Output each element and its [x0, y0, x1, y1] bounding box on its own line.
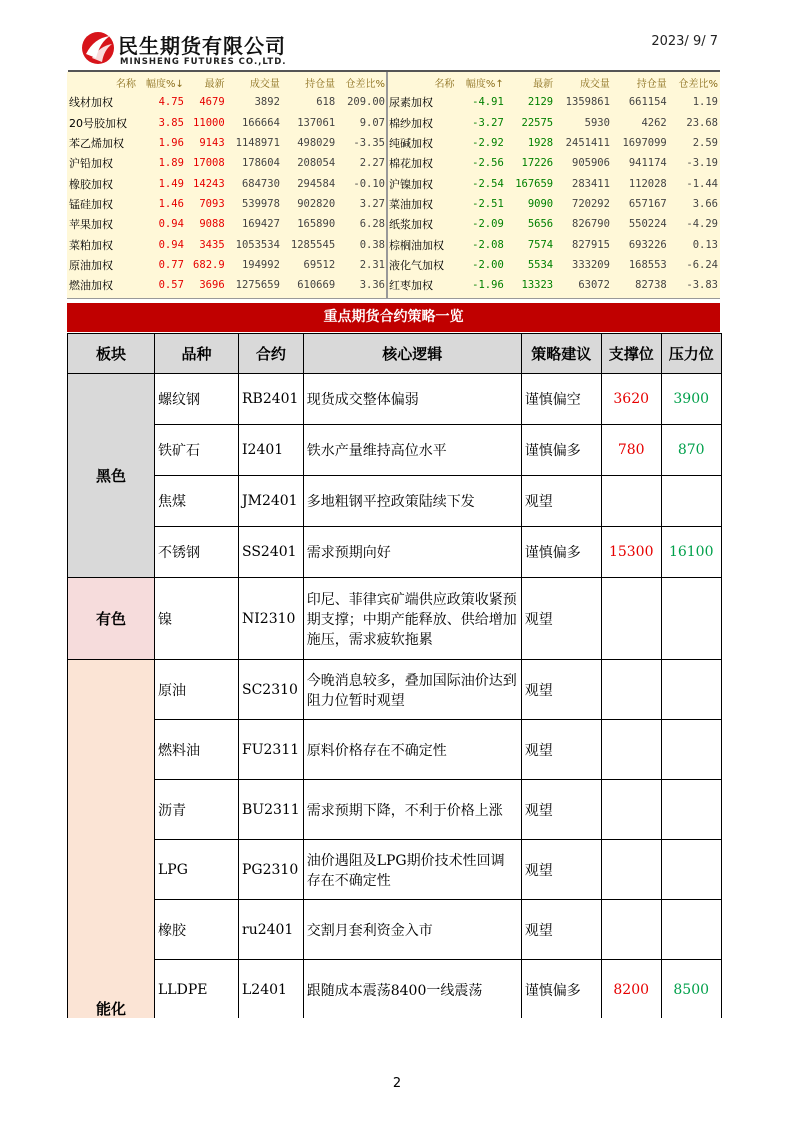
- table-row: [68, 720, 722, 780]
- quote-value: 178604: [241, 157, 280, 170]
- quote-value: 2.31: [359, 258, 385, 271]
- quote-value: 17008: [193, 157, 225, 170]
- table-row: [68, 660, 722, 720]
- quote-row: [67, 214, 387, 234]
- contract-cell: SS2401: [239, 527, 304, 578]
- quote-value: 9090: [527, 197, 554, 210]
- advice-cell: 观望: [521, 476, 601, 527]
- quote-row: [387, 214, 720, 234]
- support-cell: [601, 780, 661, 840]
- quote-name: 线材加权: [69, 96, 113, 110]
- quote-name: 棕榈油加权: [389, 238, 444, 252]
- quote-value: 11000: [193, 116, 225, 129]
- resistance-cell: 870: [661, 425, 721, 476]
- logic-cell: 现货成交整体偏弱: [303, 374, 521, 425]
- quote-name: 菜粕加权: [69, 238, 113, 252]
- quote-value: 941174: [628, 157, 667, 170]
- contract-cell: BU2311: [239, 780, 304, 840]
- page-bottom-area: [0, 1018, 794, 1122]
- contract-cell: ru2401: [239, 900, 304, 960]
- quote-header-row: [387, 72, 720, 92]
- quote-name: 橡胶加权: [69, 177, 113, 191]
- quote-value: 682.9: [193, 258, 225, 271]
- quote-row: [387, 255, 720, 275]
- quote-name: 纸浆加权: [389, 218, 433, 232]
- quote-value: 7574: [527, 238, 554, 251]
- quote-value: -0.10: [353, 177, 385, 190]
- advice-cell: 观望: [521, 840, 601, 900]
- quote-name: 锰硅加权: [69, 197, 113, 211]
- quote-header-row: [67, 72, 387, 92]
- quote-value: 5534: [527, 258, 554, 271]
- quote-value: 1928: [527, 137, 554, 150]
- quote-value: 209.00: [347, 96, 385, 109]
- quote-value: 4.75: [158, 96, 184, 109]
- quote-value: 3.85: [158, 116, 184, 129]
- quote-row: [67, 173, 387, 193]
- quote-name: 20号胶加权: [69, 116, 127, 130]
- quote-value: 1148971: [235, 137, 280, 150]
- quote-row: [67, 255, 387, 275]
- quote-name: 原油加权: [69, 258, 113, 272]
- column-header: 品种: [155, 334, 239, 374]
- quote-value: 7093: [199, 197, 225, 210]
- quote-value: 3.27: [359, 197, 385, 210]
- quote-value: 4679: [199, 96, 225, 109]
- quote-value: 2.27: [359, 157, 385, 170]
- quote-name: 苹果加权: [69, 218, 113, 232]
- quote-value: 498029: [297, 137, 336, 150]
- logic-cell: 原料价格存在不确定性: [303, 720, 521, 780]
- logic-cell: 今晚消息较多，叠加国际油价达到阻力位暂时观望: [303, 660, 521, 720]
- quote-header-cell: 成交量: [249, 78, 280, 90]
- quote-value: 3435: [199, 238, 225, 251]
- resistance-cell: [661, 780, 721, 840]
- table-row: [68, 527, 722, 578]
- quote-value: 14243: [193, 177, 225, 190]
- quote-name: 纯碱加权: [389, 137, 433, 151]
- quote-name: 红枣加权: [389, 279, 433, 293]
- quote-value: 3.36: [359, 279, 385, 292]
- quote-row: [387, 133, 720, 153]
- quote-name: 棉纱加权: [389, 116, 433, 130]
- quote-value: 539978: [241, 197, 280, 210]
- quote-header-cell: 成交量: [579, 78, 610, 90]
- quote-value: -3.83: [686, 279, 718, 292]
- contract-cell: JM2401: [239, 476, 304, 527]
- support-cell: 15300: [601, 527, 661, 578]
- strategy-header-row: [68, 334, 722, 374]
- table-row: [68, 374, 722, 425]
- quote-value: 1.46: [158, 197, 184, 210]
- quote-value: 82738: [635, 279, 667, 292]
- quote-value: 167659: [515, 177, 554, 190]
- quote-name: 沪铅加权: [69, 157, 113, 171]
- quote-row: [67, 133, 387, 153]
- variety-cell: LLDPE: [155, 960, 239, 1020]
- quote-value: 1697099: [622, 137, 667, 150]
- logic-cell: 铁水产量维持高位水平: [303, 425, 521, 476]
- quote-header-cell: 仓差比%: [345, 78, 385, 90]
- quote-value: 826790: [572, 218, 610, 231]
- contract-cell: SC2310: [239, 660, 304, 720]
- quote-value: -2.51: [472, 197, 504, 210]
- quote-value: 4262: [641, 116, 667, 129]
- quote-value: -1.96: [472, 279, 504, 292]
- variety-cell: 原油: [155, 660, 239, 720]
- advice-cell: 观望: [521, 578, 601, 660]
- resistance-cell: 3900: [661, 374, 721, 425]
- quote-row: [67, 113, 387, 133]
- sector-cell: 能化: [68, 660, 155, 1020]
- quote-value: 69512: [303, 258, 336, 271]
- contract-cell: FU2311: [239, 720, 304, 780]
- logic-cell: 跟随成本震荡8400一线震荡: [303, 960, 521, 1020]
- quote-value: -1.44: [686, 177, 718, 190]
- quote-value: 693226: [628, 238, 667, 251]
- quote-value: 3.66: [692, 197, 718, 210]
- quote-value: 0.57: [158, 279, 184, 292]
- quote-value: 661154: [628, 96, 667, 109]
- resistance-cell: [661, 660, 721, 720]
- column-header: 合约: [239, 334, 304, 374]
- quote-header-cell: 名称: [115, 78, 136, 90]
- contract-cell: I2401: [239, 425, 304, 476]
- logic-cell: 油价遇阻及LPG期价技术性回调存在不确定性: [303, 840, 521, 900]
- quote-value: 208054: [297, 157, 336, 170]
- quote-value: 1.89: [158, 157, 184, 170]
- quote-value: 0.38: [359, 238, 385, 251]
- quote-value: 550224: [628, 218, 667, 231]
- advice-cell: 谨慎偏多: [521, 960, 601, 1020]
- advice-cell: 谨慎偏多: [521, 425, 601, 476]
- quote-value: -4.29: [686, 218, 718, 231]
- quote-name: 菜油加权: [389, 197, 433, 211]
- quote-header-cell: 幅度%↓: [146, 78, 184, 90]
- resistance-cell: [661, 840, 721, 900]
- quote-value: -3.19: [686, 157, 718, 170]
- quote-value: 0.13: [692, 238, 718, 251]
- company-logo-icon: [80, 28, 116, 66]
- quote-name: 燃油加权: [69, 279, 113, 293]
- support-cell: 8200: [601, 960, 661, 1020]
- quote-value: 905906: [572, 157, 610, 170]
- quote-row: [67, 92, 387, 112]
- losers-table: [387, 72, 720, 295]
- quote-value: 1.49: [158, 177, 184, 190]
- table-row: [68, 425, 722, 476]
- company-name-cn: 民生期货有限公司: [118, 34, 286, 58]
- quote-value: 9143: [199, 137, 225, 150]
- quote-value: 112028: [628, 177, 667, 190]
- quote-value: 168553: [628, 258, 667, 271]
- quote-value: 23.68: [686, 116, 718, 129]
- quote-name: 沪镍加权: [389, 177, 433, 191]
- column-header: 压力位: [661, 334, 721, 374]
- sector-cell: 黑色: [68, 374, 155, 578]
- quote-value: 1.96: [158, 137, 184, 150]
- quote-header-cell: 最新: [204, 78, 225, 90]
- quote-value: 1285545: [290, 238, 336, 251]
- quote-value: 0.77: [158, 258, 184, 271]
- quote-value: 5930: [584, 116, 610, 129]
- company-name-en: MINSHENG FUTURES CO.,LTD.: [120, 57, 287, 67]
- logic-cell: 需求预期向好: [303, 527, 521, 578]
- quote-value: 720292: [572, 197, 610, 210]
- advice-cell: 谨慎偏空: [521, 374, 601, 425]
- table-row: [68, 900, 722, 960]
- quote-value: 618: [316, 96, 336, 109]
- quote-name: 棉花加权: [389, 157, 433, 171]
- quote-value: 2129: [527, 96, 554, 109]
- quote-value: -2.08: [472, 238, 504, 251]
- quote-value: 166664: [241, 116, 280, 129]
- variety-cell: 焦煤: [155, 476, 239, 527]
- quote-row: [387, 92, 720, 112]
- quote-value: 169427: [241, 218, 280, 231]
- quote-value: 165890: [297, 218, 336, 231]
- quote-row: [387, 113, 720, 133]
- variety-cell: LPG: [155, 840, 239, 900]
- quote-value: 3696: [199, 279, 225, 292]
- column-header: 核心逻辑: [303, 334, 521, 374]
- quote-value: 1275659: [235, 279, 280, 292]
- quote-row: [67, 194, 387, 214]
- quote-value: 827915: [572, 238, 610, 251]
- support-cell: [601, 840, 661, 900]
- variety-cell: 螺纹钢: [155, 374, 239, 425]
- quote-panel: [67, 72, 720, 299]
- quote-header-cell: 最新: [533, 78, 554, 90]
- support-cell: 780: [601, 425, 661, 476]
- quote-value: 3892: [254, 96, 280, 109]
- quote-header-cell: 幅度%↑: [465, 78, 504, 90]
- quote-value: 5656: [527, 218, 554, 231]
- quote-value: 6.28: [359, 218, 385, 231]
- quote-value: -3.27: [472, 116, 504, 129]
- table-row: [68, 780, 722, 840]
- quote-row: [387, 194, 720, 214]
- quote-value: 9.07: [359, 116, 385, 129]
- logic-cell: 交割月套利资金入市: [303, 900, 521, 960]
- support-cell: [601, 578, 661, 660]
- resistance-cell: 16100: [661, 527, 721, 578]
- variety-cell: 燃料油: [155, 720, 239, 780]
- resistance-cell: [661, 900, 721, 960]
- variety-cell: 橡胶: [155, 900, 239, 960]
- quote-value: 0.94: [158, 238, 184, 251]
- column-header: 支撑位: [601, 334, 661, 374]
- quote-row: [387, 173, 720, 193]
- advice-cell: 观望: [521, 720, 601, 780]
- quote-value: 13323: [521, 279, 554, 292]
- contract-cell: PG2310: [239, 840, 304, 900]
- quote-value: 333209: [572, 258, 610, 271]
- logic-cell: 需求预期下降，不利于价格上涨: [303, 780, 521, 840]
- quote-value: 17226: [521, 157, 554, 170]
- quote-header-cell: 持仓量: [305, 78, 336, 90]
- quote-value: 283411: [572, 177, 610, 190]
- quote-row: [387, 275, 720, 295]
- quote-value: -6.24: [686, 258, 718, 271]
- support-cell: [601, 900, 661, 960]
- sector-cell: 有色: [68, 578, 155, 660]
- logic-cell: 印尼、菲律宾矿端供应政策收紧预期支撑；中期产能释放、供给增加施压，需求疲软拖累: [303, 578, 521, 660]
- variety-cell: 镍: [155, 578, 239, 660]
- table-row: [68, 476, 722, 527]
- quote-name: 苯乙烯加权: [69, 137, 124, 151]
- table-row: [68, 960, 722, 1020]
- support-cell: 3620: [601, 374, 661, 425]
- quote-value: 902820: [297, 197, 336, 210]
- quote-value: 610669: [297, 279, 336, 292]
- report-date: 2023/ 9/ 7: [651, 34, 718, 49]
- strategy-table: [67, 333, 722, 1020]
- resistance-cell: [661, 578, 721, 660]
- support-cell: [601, 660, 661, 720]
- resistance-cell: [661, 476, 721, 527]
- contract-cell: NI2310: [239, 578, 304, 660]
- advice-cell: 观望: [521, 660, 601, 720]
- quote-value: 2.59: [692, 137, 718, 150]
- quote-row: [67, 275, 387, 295]
- quote-row: [387, 234, 720, 254]
- quote-value: 137061: [297, 116, 336, 129]
- quote-value: -2.92: [472, 137, 504, 150]
- quote-value: 684730: [241, 177, 280, 190]
- page-header: [0, 0, 794, 72]
- quote-header-cell: 名称: [434, 78, 455, 90]
- quote-value: 1.19: [692, 96, 718, 109]
- quote-header-cell: 仓差比%: [678, 78, 718, 90]
- quote-name: 液化气加权: [389, 258, 444, 272]
- variety-cell: 不锈钢: [155, 527, 239, 578]
- gainers-table: [67, 72, 387, 295]
- advice-cell: 观望: [521, 780, 601, 840]
- quote-value: 1359861: [565, 96, 610, 109]
- quote-row: [67, 153, 387, 173]
- quote-value: 22575: [521, 116, 554, 129]
- page-number: 2: [392, 1076, 402, 1091]
- quote-value: 194992: [241, 258, 280, 271]
- quote-name: 尿素加权: [389, 96, 433, 110]
- column-header: 策略建议: [521, 334, 601, 374]
- contract-cell: L2401: [239, 960, 304, 1020]
- quote-value: 2451411: [565, 137, 610, 150]
- logic-cell: 多地粗钢平控政策陆续下发: [303, 476, 521, 527]
- support-cell: [601, 720, 661, 780]
- table-row: [68, 578, 722, 660]
- support-cell: [601, 476, 661, 527]
- quote-value: -2.56: [472, 157, 504, 170]
- quote-value: 657167: [628, 197, 667, 210]
- resistance-cell: [661, 720, 721, 780]
- quote-value: -2.00: [472, 258, 504, 271]
- advice-cell: 谨慎偏多: [521, 527, 601, 578]
- resistance-cell: 8500: [661, 960, 721, 1020]
- quote-value: 63072: [578, 279, 610, 292]
- quote-value: -2.09: [472, 218, 504, 231]
- advice-cell: 观望: [521, 900, 601, 960]
- column-header: 板块: [68, 334, 155, 374]
- quote-value: 294584: [297, 177, 336, 190]
- quote-value: 9088: [199, 218, 225, 231]
- quote-value: -2.54: [472, 177, 504, 190]
- table-row: [68, 840, 722, 900]
- quote-value: 0.94: [158, 218, 184, 231]
- quote-value: -4.91: [472, 96, 504, 109]
- quote-row: [387, 153, 720, 173]
- quote-value: 1053534: [235, 238, 280, 251]
- quote-value: -3.35: [353, 137, 385, 150]
- contract-cell: RB2401: [239, 374, 304, 425]
- quote-header-cell: 持仓量: [636, 78, 667, 90]
- strategy-title: 重点期货合约策略一览: [67, 303, 720, 332]
- quote-row: [67, 234, 387, 254]
- variety-cell: 铁矿石: [155, 425, 239, 476]
- variety-cell: 沥青: [155, 780, 239, 840]
